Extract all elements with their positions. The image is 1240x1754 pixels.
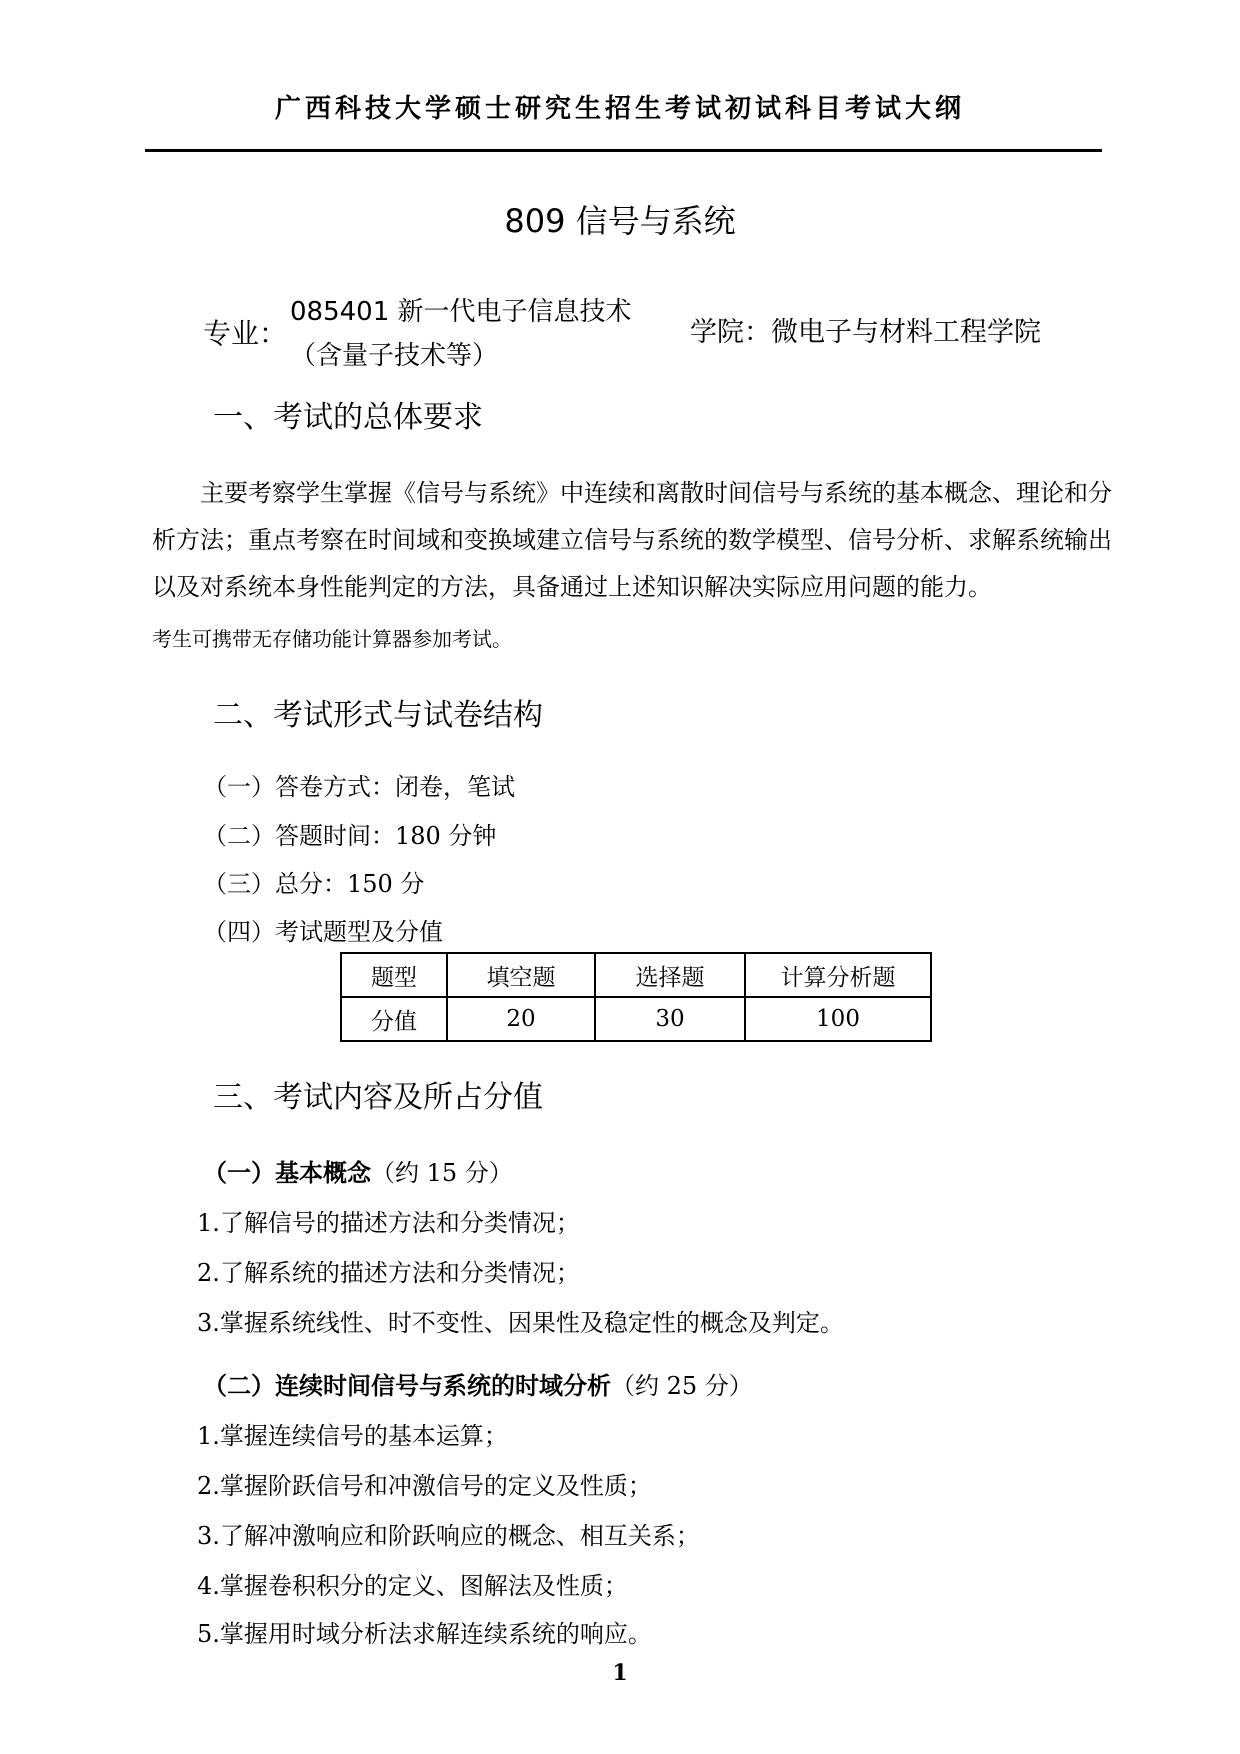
score-table — [340, 952, 932, 1042]
major-line-1: 085401 新一代电子信息技术 — [290, 297, 632, 327]
part-2-score: （约 25 分） — [611, 1372, 753, 1400]
table-cell: 选择题 — [595, 953, 745, 997]
table-cell: 20 — [447, 997, 595, 1041]
table-cell: 题型 — [341, 953, 447, 997]
calculator-note: 考生可携带无存储功能计算器参加考试。 — [152, 627, 512, 651]
list-item: 1.掌握连续信号的基本运算； — [197, 1422, 508, 1450]
list-item: 4.掌握卷积积分的定义、图解法及性质； — [197, 1572, 628, 1600]
table-cell: 30 — [595, 997, 745, 1041]
section-1-paragraph: 主要考察学生掌握《信号与系统》中连续和离散时间信号与系统的基本概念、理论和分析方法；重点考察在时间域和变换域建立信号与系统的数学模型、信号分析、求解系统输出以及对系统本身性能判定的方法，具备通过上述知识解决实际应用问题的能力。 — [152, 479, 1112, 601]
table-cell: 100 — [745, 997, 931, 1041]
list-item: 2.掌握阶跃信号和冲激信号的定义及性质； — [197, 1472, 652, 1500]
document-title: 809 信号与系统 — [504, 202, 736, 240]
total-score-item: （三）总分：150 分 — [203, 870, 425, 898]
page-header: 广西科技大学硕士研究生招生考试初试科目考试大纲 — [274, 94, 965, 124]
list-item: 2.了解系统的描述方法和分类情况； — [197, 1259, 580, 1287]
list-item: 3.掌握系统线性、时不变性、因果性及稳定性的概念及判定。 — [197, 1309, 844, 1337]
part-2-heading — [203, 1366, 753, 1401]
page-number: 1 — [612, 1660, 628, 1686]
score-table-value-row — [341, 997, 931, 1041]
major-value — [290, 290, 632, 378]
part-1-score: （约 15 分） — [371, 1159, 513, 1187]
score-table-header-row — [341, 953, 931, 997]
section-1-heading: 一、考试的总体要求 — [213, 400, 483, 435]
table-cell: 计算分析题 — [745, 953, 931, 997]
exam-format-item: （一）答卷方式：闭卷，笔试 — [203, 773, 515, 801]
college-label: 学院：微电子与材料工程学院 — [690, 317, 1041, 348]
section-2-heading: 二、考试形式与试卷结构 — [213, 698, 543, 733]
question-types-item: （四）考试题型及分值 — [203, 918, 443, 946]
list-item: 1.了解信号的描述方法和分类情况； — [197, 1209, 580, 1237]
exam-duration-item: （二）答题时间：180 分钟 — [203, 822, 497, 850]
header-divider — [145, 149, 1102, 152]
part-1-title: （一）基本概念 — [203, 1158, 371, 1187]
section-3-heading: 三、考试内容及所占分值 — [213, 1080, 543, 1115]
list-item: 5.掌握用时域分析法求解连续系统的响应。 — [197, 1620, 652, 1648]
table-cell: 分值 — [341, 997, 447, 1041]
table-cell: 填空题 — [447, 953, 595, 997]
part-1-heading — [203, 1153, 513, 1188]
list-item: 3.了解冲激响应和阶跃响应的概念、相互关系； — [197, 1522, 700, 1550]
part-2-title: （二）连续时间信号与系统的时域分析 — [203, 1371, 611, 1400]
major-label: 专业： — [203, 317, 288, 350]
major-line-2: （含量子技术等） — [290, 341, 499, 371]
